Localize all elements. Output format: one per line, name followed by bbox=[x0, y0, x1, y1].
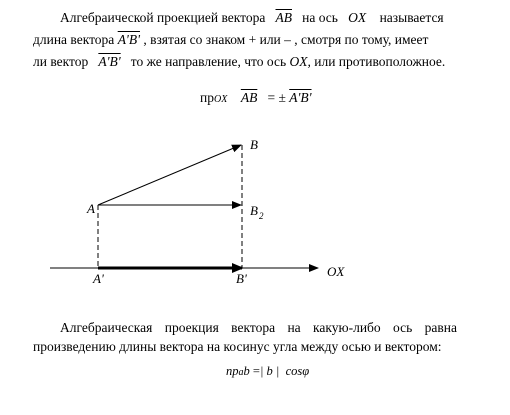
projection-formula bbox=[200, 90, 312, 108]
label-ox: OX bbox=[327, 264, 345, 279]
paragraph1-line1 bbox=[60, 10, 444, 26]
text-fragment: называется bbox=[379, 10, 444, 25]
text-fragment: длина вектора bbox=[33, 32, 115, 47]
label-a-prime: A' bbox=[93, 271, 104, 286]
projection-subscript: OX bbox=[213, 94, 228, 105]
projection-subscript: a bbox=[238, 367, 244, 378]
axis-ox: OX, bbox=[289, 54, 311, 69]
vector-a1b1: A'B' bbox=[117, 32, 140, 47]
vector-ab-arrow bbox=[98, 145, 241, 205]
vector-a1b1: A'B' bbox=[289, 90, 312, 105]
equals-plus-minus: = ± bbox=[267, 90, 286, 105]
cosine-formula bbox=[226, 363, 309, 381]
vector-length: | b | bbox=[259, 364, 280, 378]
paragraph1-line3 bbox=[33, 54, 445, 70]
label-a: A bbox=[87, 201, 95, 216]
text-fragment: на ось bbox=[302, 10, 338, 25]
vector-ab: $\overline{AB}$ bbox=[275, 10, 292, 25]
text-fragment: , взятая со знаком + или – , смотря по тому, имеет bbox=[143, 32, 429, 47]
equals-sign: = bbox=[252, 364, 260, 378]
text-fragment: Алгебраической проекцией вектора bbox=[60, 10, 266, 25]
vector-ab: $\overline{AB}$ bbox=[240, 90, 258, 105]
paragraph2-line1 bbox=[60, 320, 457, 336]
text-fragment: ли вектор bbox=[33, 54, 89, 69]
text-fragment: то же направление, что ось bbox=[130, 54, 287, 69]
vector-b: b bbox=[243, 364, 250, 378]
text-fragment: Алгебраическая проекция вектора на какую-либо ось равна bbox=[60, 320, 457, 335]
paragraph1-line2 bbox=[33, 32, 428, 48]
text-fragment: произведению длины вектора на косинус угла между осью и вектором: bbox=[33, 339, 442, 354]
projection-operator: пр bbox=[200, 90, 214, 105]
label-b2: B bbox=[250, 203, 258, 218]
cosine-term: cosφ bbox=[285, 364, 310, 378]
vector-a1b1: A'B' bbox=[98, 54, 121, 69]
label-b: B bbox=[250, 137, 258, 152]
label-b-prime: B' bbox=[236, 271, 247, 286]
paragraph2-line2 bbox=[33, 339, 442, 355]
label-b2-subscript: 2 bbox=[259, 211, 264, 221]
axis-ox: OX bbox=[348, 10, 367, 25]
text-fragment: или противоположное. bbox=[314, 54, 446, 69]
projection-operator: пр bbox=[226, 364, 239, 378]
